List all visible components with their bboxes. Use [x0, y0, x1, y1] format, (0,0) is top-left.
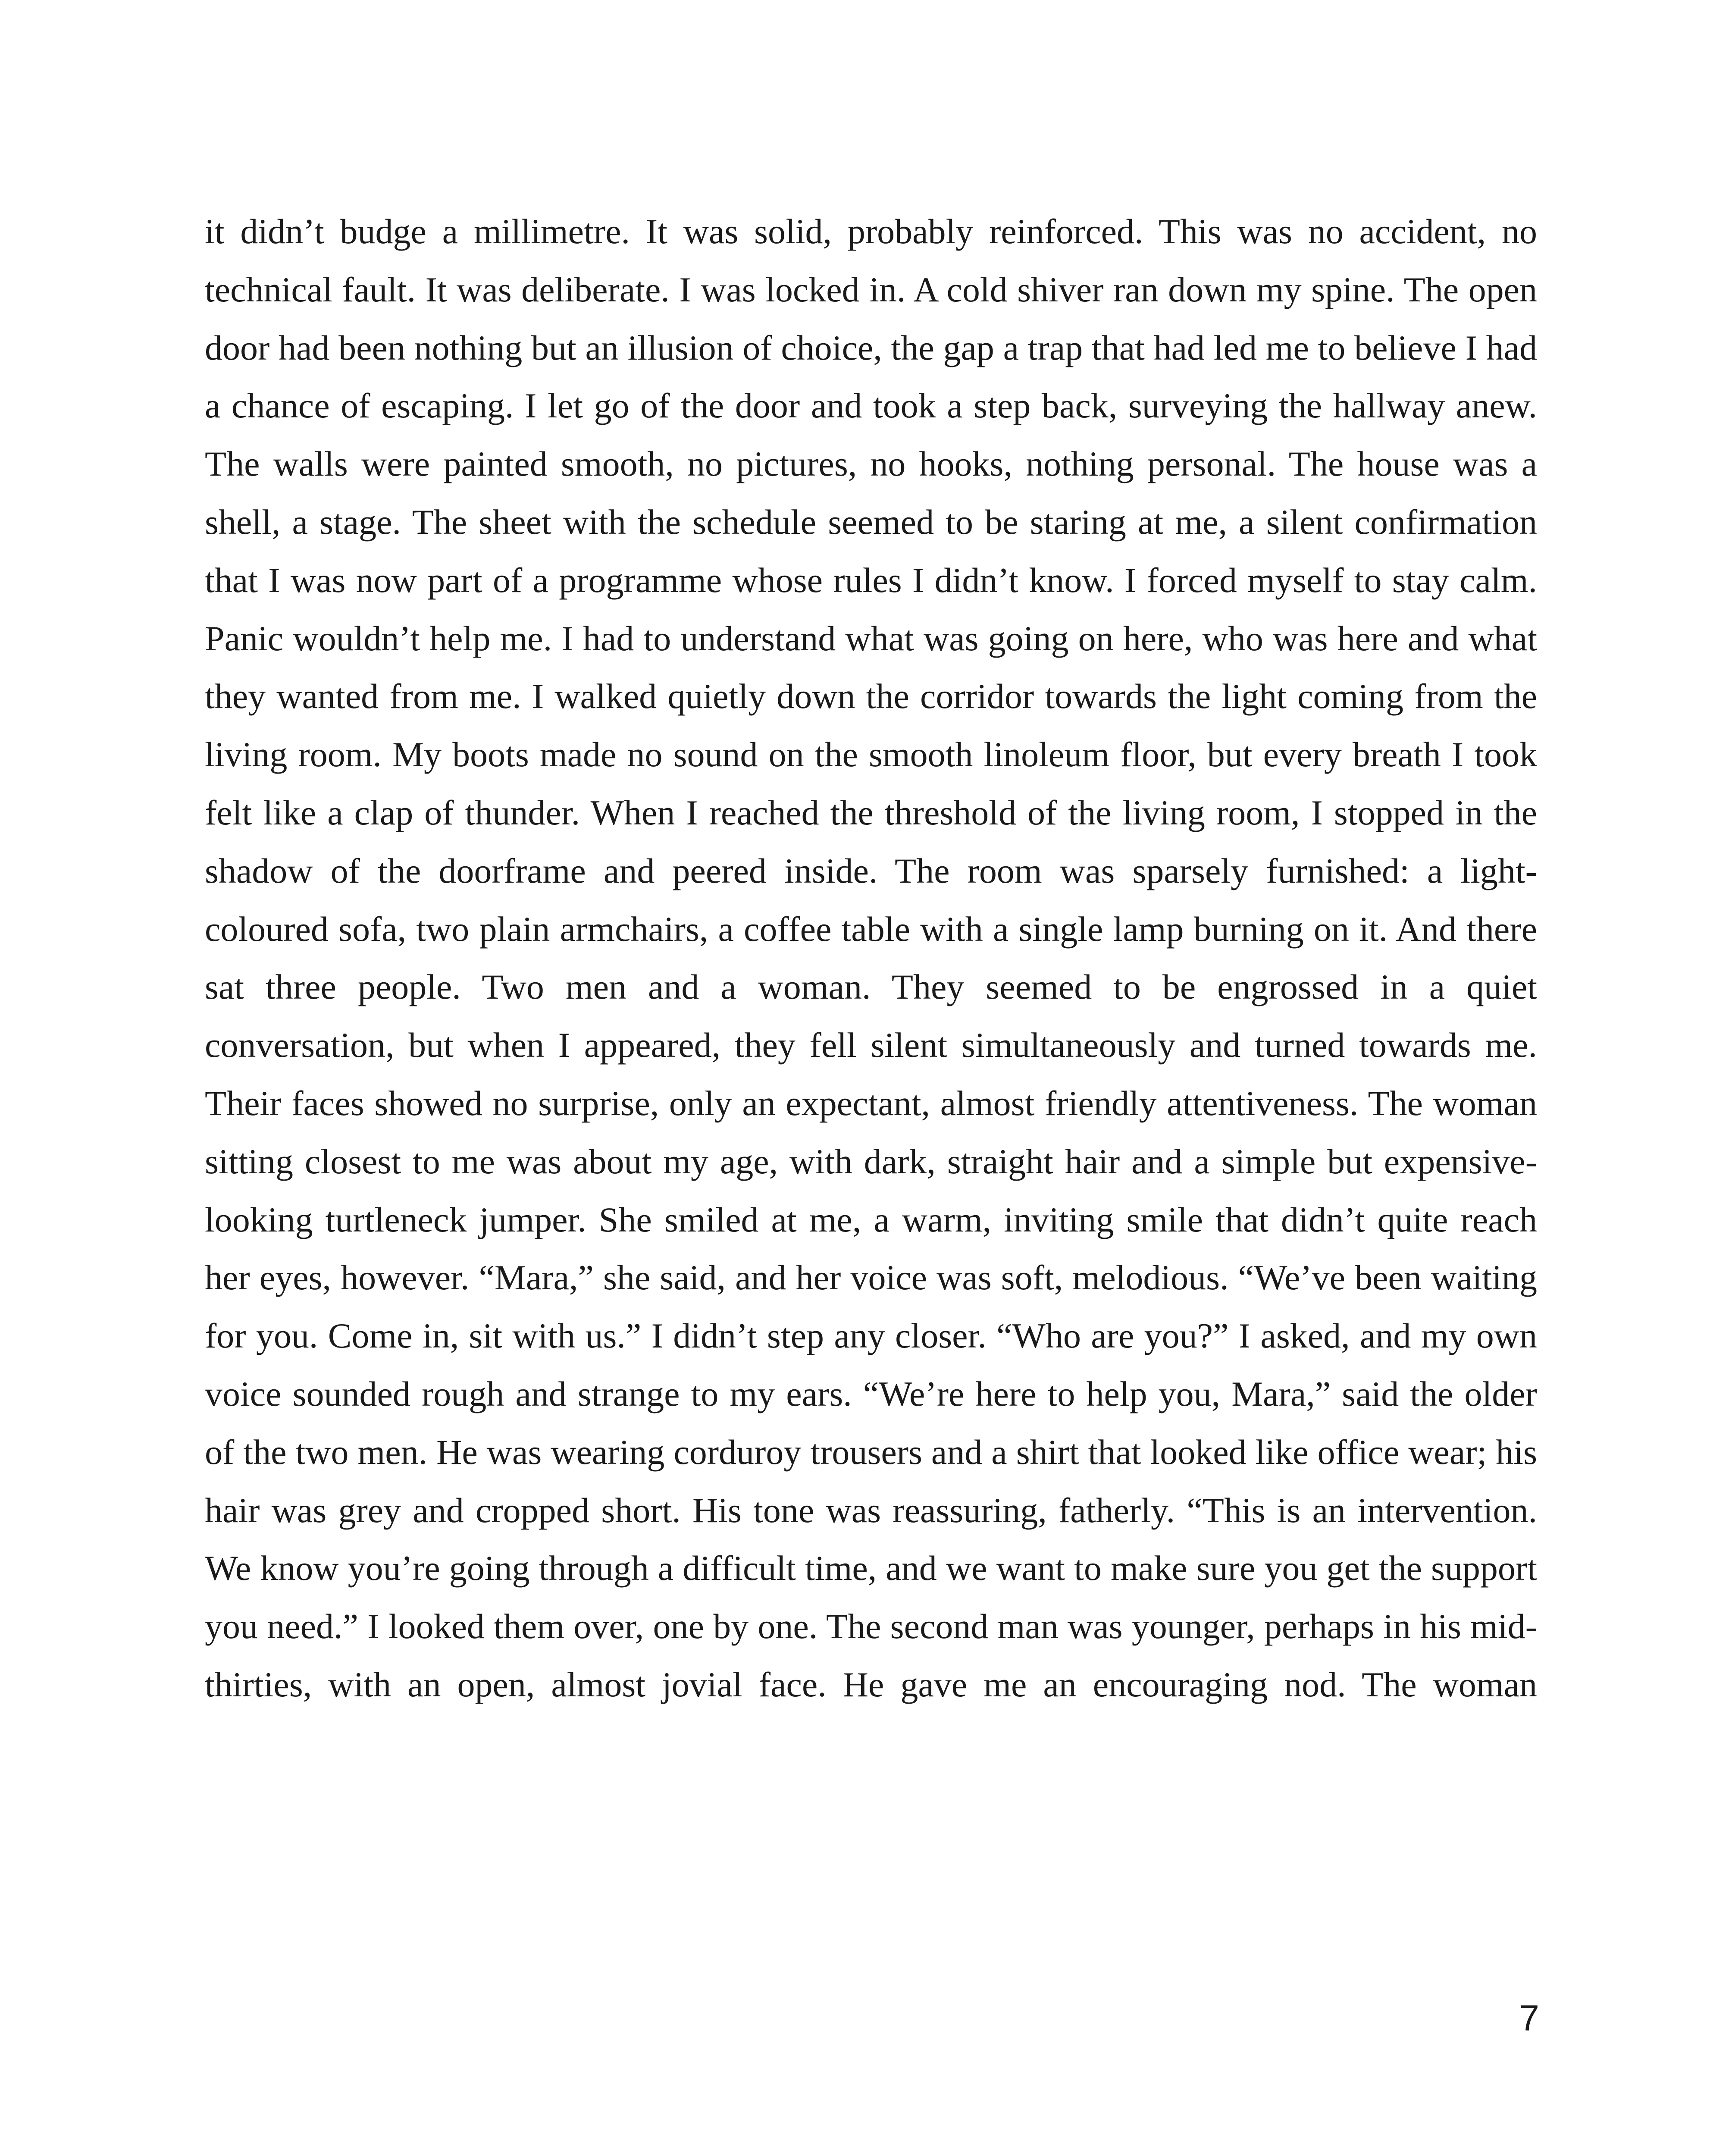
body-paragraph: it didn’t budge a millimetre. It was solid, probably reinforced. This was no accident, no technical fault. It was deliberate. I was locked in. A cold shiver ran down my spine. The open door had been nothing but an illusion of choice, the gap a trap that had led me to believe I had a chance of escaping. I let go of the door and took a step back, surveying the hallway anew. The walls were painted smooth, no pictures, no hooks, nothing personal. The house was a shell, a stage. The sheet with the schedule seemed to be staring at me, a silent confirmation that I was now part of a programme whose rules I didn’t know. I forced myself to stay calm. Panic wouldn’t help me. I had to understand what was going on here, who was here and what they wanted from me. I walked quietly down the corridor towards the light coming from the living room. My boots made no sound on the smooth linoleum floor, but every breath I took felt like a clap of thunder. When I reached the threshold of the living room, I stopped in the shadow of the doorframe and peered inside. The room was sparsely furnished: a light-coloured sofa, two plain armchairs, a coffee table with a single lamp burning on it. And there sat three people. Two men and a woman. They seemed to be engrossed in a quiet conversation, but when I appeared, they fell silent simultaneously and turned towards me. Their faces showed no surprise, only an expectant, almost friendly attentiveness. The woman sitting closest to me was about my age, with dark, straight hair and a simple but expensive-looking turtleneck jumper. She smiled at me, a warm, inviting smile that didn’t quite reach her eyes, however. “Mara,” she said, and her voice was soft, melodious. “We’ve been waiting for you. Come in, sit with us.” I didn’t step any closer. “Who are you?” I asked, and my own voice sounded rough and strange to my ears. “We’re here to help you, Mara,” said the older of the two men. He was wearing corduroy trousers and a shirt that looked like office wear; his hair was grey and cropped short. His tone was reassuring, fatherly. “This is an intervention. We know you’re going through a difficult time, and we want to make sure you get the support you need.” I looked them over, one by one. The second man was younger, perhaps in his mid-thirties, with an open, almost jovial face. He gave me an encouraging nod. The woman: [205, 212, 1537, 1704]
page-number: 7: [1519, 1998, 1539, 2038]
